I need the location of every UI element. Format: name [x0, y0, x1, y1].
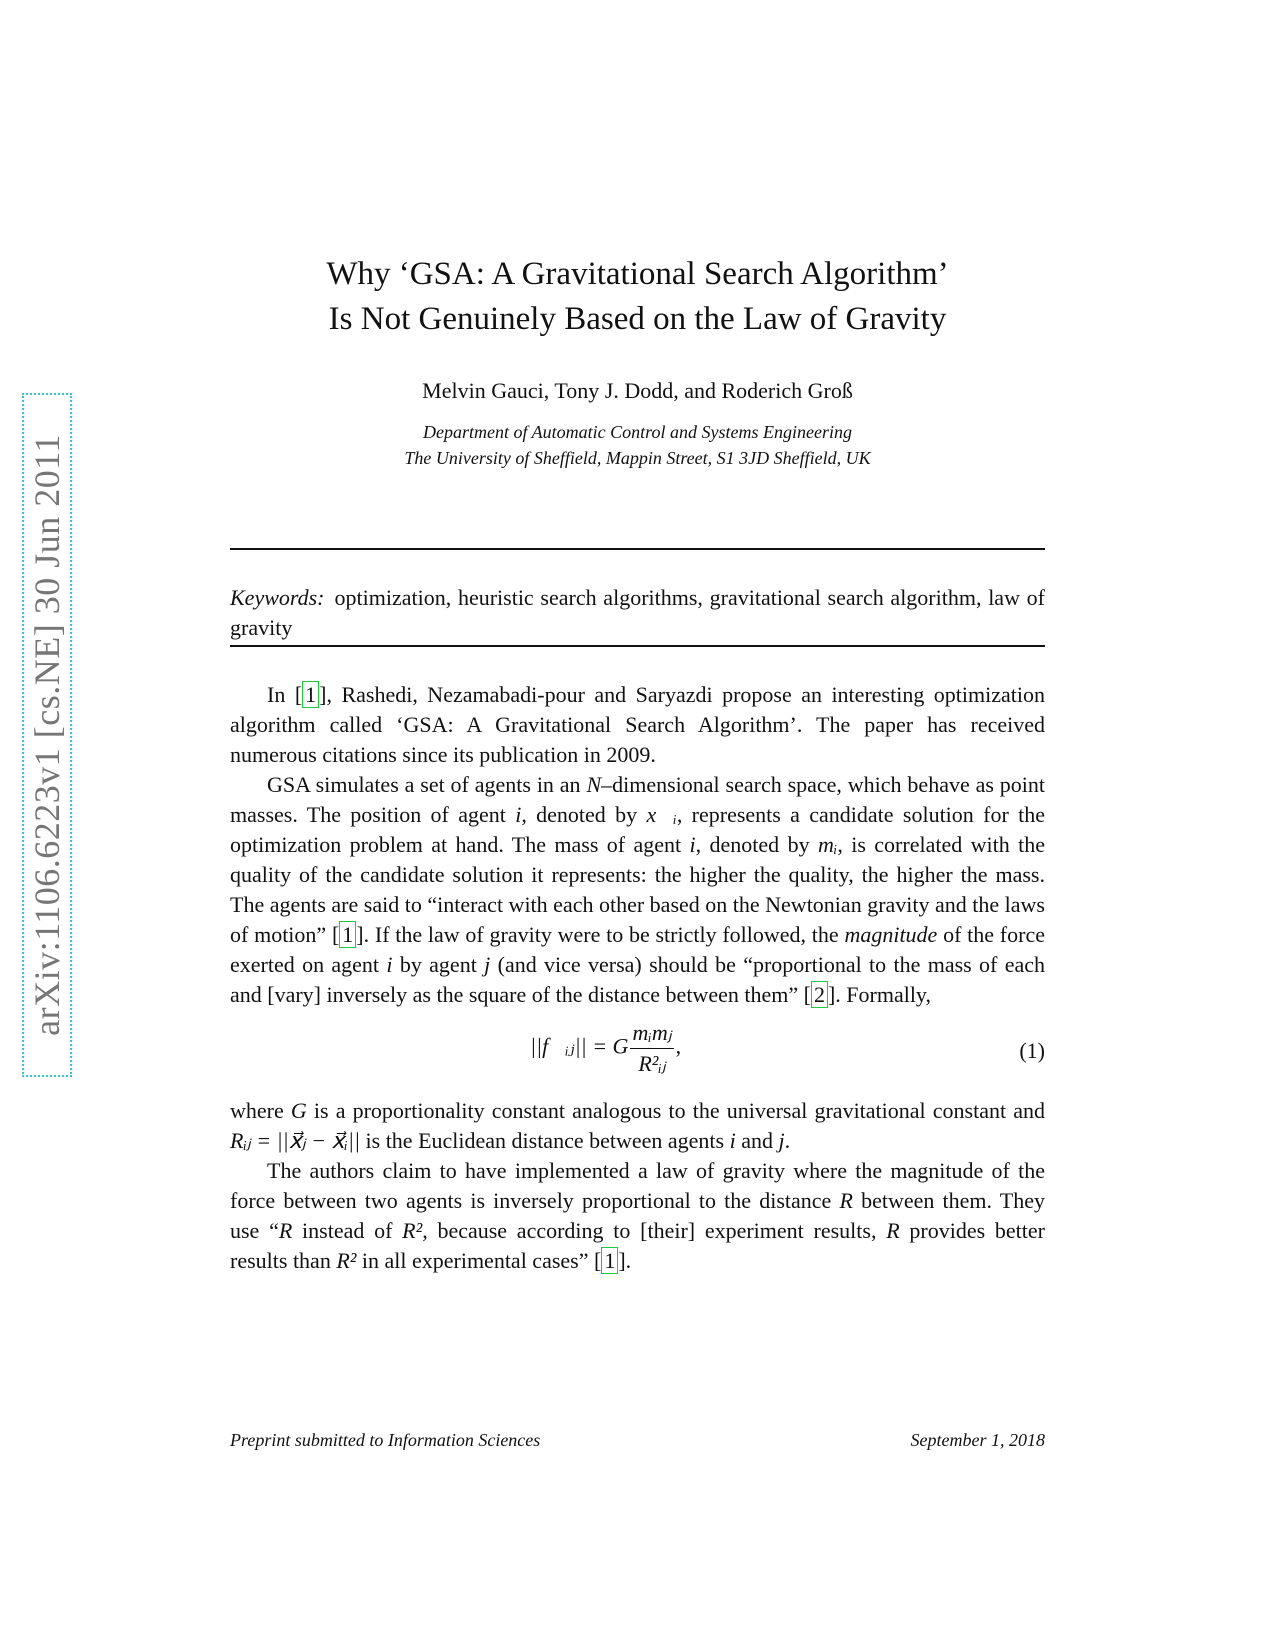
math-r: R	[886, 1218, 900, 1243]
paper-title	[230, 252, 1045, 342]
text-run: by agent	[392, 952, 485, 977]
text-run: (and vice versa) should be “proportional to the mass of each and [vary] inversely as the square of the distance between them”	[230, 952, 1045, 1007]
text-run: where	[230, 1098, 291, 1123]
text-run: is the Euclidean distance between agents	[360, 1128, 730, 1153]
arxiv-stamp[interactable]	[22, 393, 72, 1077]
paragraph-3	[230, 1096, 1045, 1156]
citation-link[interactable]: 2	[811, 981, 828, 1008]
keywords-bottom-rule	[230, 645, 1045, 647]
text-run: GSA simulates a set of agents in an	[267, 772, 587, 797]
affiliation	[230, 419, 1045, 471]
math-i: i	[689, 832, 696, 857]
paragraph-1: In [ 1 ], Rashedi, Nezamabadi-pour and Saryazdi propose an interesting optimization algorithm called ‘GSA: A Gravitational Search Algorithm’. The paper has received numerous citations since its publication in 2009.	[230, 682, 1045, 767]
equation-fraction	[630, 1018, 673, 1079]
text-run: in all experimental cases”	[356, 1248, 594, 1273]
text-run: , is correlated with the quality of the candidate solution it represents: the higher the quality, the higher the mass. The agents are said to “interact with each other based on the Newtonian gravity and the laws of motion”	[230, 832, 1045, 947]
math-mi: mᵢ	[817, 832, 838, 857]
math-xi: x⃗ᵢ	[646, 802, 677, 827]
equation-1	[230, 1014, 1045, 1090]
equation-tail: ,	[675, 1033, 682, 1059]
author-list: Melvin Gauci, Tony J. Dodd, and Roderich Groß	[422, 378, 853, 403]
text-run: is a proportionality constant analogous to the universal gravitational constant and	[306, 1098, 1045, 1123]
text-run: , because according to [their] experiment results,	[422, 1218, 887, 1243]
text-run: between them. They use “	[230, 1188, 1045, 1243]
equation-numerator: mᵢmⱼ	[630, 1018, 673, 1049]
footer-date: September 1, 2018	[910, 1430, 1045, 1450]
math-i: i	[386, 952, 393, 977]
text-run: .	[625, 1248, 632, 1273]
arxiv-id: arXiv:1106.6223v1 [cs.NE] 30 Jun 2011	[27, 434, 67, 1036]
text-run: . If the law of gravity were to be strictly followed, the	[363, 922, 845, 947]
text-run: of the force exerted on agent	[230, 922, 1045, 977]
equation-number: (1)	[1019, 1038, 1045, 1063]
emphasis-magnitude: magnitude	[844, 922, 938, 947]
keywords-top-rule	[230, 548, 1045, 550]
title-line-1: Why ‘GSA: A Gravitational Search Algorithm’	[326, 256, 949, 292]
math-g: G	[290, 1098, 307, 1123]
keywords-text: optimization, heuristic search algorithms, gravitational search algorithm, law of gravity	[230, 585, 1045, 640]
paragraph-4: The authors claim to have implemented a law of gravity where the magnitude of the force between two agents is inversely proportional to the distance R between them. They use “R instead of R², because according to [their] experiment results, R provides better results than R² in all experimental cases” [ 1 ].	[230, 1158, 1045, 1273]
text-run: and	[735, 1128, 779, 1153]
text-run: , denoted by	[695, 832, 818, 857]
footer-preprint-note: Preprint submitted to Information Sciences	[230, 1430, 541, 1450]
text-run: provides better results than	[230, 1218, 1045, 1273]
citation-link[interactable]: 1	[302, 681, 319, 708]
affiliation-line-1: Department of Automatic Control and Systems Engineering	[423, 422, 852, 442]
text-run: . Formally,	[835, 982, 931, 1007]
math-i: i	[729, 1128, 736, 1153]
text-run: The authors claim to have implemented a law of gravity where the magnitude of the force between two agents is inversely proportional to the distance	[230, 1158, 1045, 1213]
text-run: instead of	[292, 1218, 403, 1243]
math-i: i	[515, 802, 522, 827]
body-text	[230, 680, 1045, 1276]
text-run: , represents a candidate solution for the optimization problem at hand. The mass of agent	[230, 802, 1045, 857]
text-run: .	[784, 1128, 791, 1153]
text-run: In	[267, 682, 295, 707]
math-j: j	[484, 952, 491, 977]
paragraph-2: GSA simulates a set of agents in an N–dimensional search space, which behave as point masses. The position of agent i, denoted by x⃗ᵢ, represents a candidate solution for the optimization problem at hand. The mass of agent i, denoted by mᵢ, is correlated with the quality of the candidate solution it represents: the higher the quality, the higher the mass. The agents are said to “interact with each other based on the Newtonian gravity and the laws of motion” [ 1 ]. If the law of gravity were to be strictly followed, the magnitude of the force exerted on agent i by agent j (and vice versa) should be “proportional to the mass of each and [vary] inversely as the square of the distance between them” [ 2 ]. Formally,	[230, 772, 1046, 1007]
math-j: j	[778, 1128, 785, 1153]
keywords-block	[230, 583, 1045, 643]
text-run: , Rashedi, Nezamabadi-pour and Saryazdi propose an interesting optimization algorithm called ‘GSA: A Gravitational Search Algorithm’. The paper has received numerous citations since its publication in 2009.	[230, 682, 1045, 767]
citation-link[interactable]: 1	[601, 1247, 618, 1274]
equation-body	[530, 1018, 681, 1079]
affiliation-line-2: The University of Sheffield, Mappin Street, S1 3JD Sheffield, UK	[404, 448, 871, 468]
math-r: R	[839, 1188, 853, 1213]
text-run: –dimensional search space, which behave as point masses. The position of agent	[230, 772, 1046, 827]
citation-link[interactable]: 1	[339, 921, 356, 948]
equation-lhs: ||f⃗ᵢⱼ|| = G	[530, 1033, 629, 1059]
math-rij: Rᵢⱼ = ||x⃗ⱼ − x⃗ᵢ||	[230, 1128, 361, 1153]
math-r: R	[278, 1218, 293, 1243]
math-r-squared: R²	[336, 1248, 357, 1273]
title-line-2: Is Not Genuinely Based on the Law of Gravity	[328, 301, 947, 337]
text-run: , denoted by	[521, 802, 647, 827]
equation-denominator: R²ᵢⱼ	[638, 1051, 666, 1076]
math-n: N	[586, 772, 602, 797]
math-r-squared: R²	[402, 1218, 423, 1243]
keywords-label: Keywords:	[230, 585, 325, 610]
